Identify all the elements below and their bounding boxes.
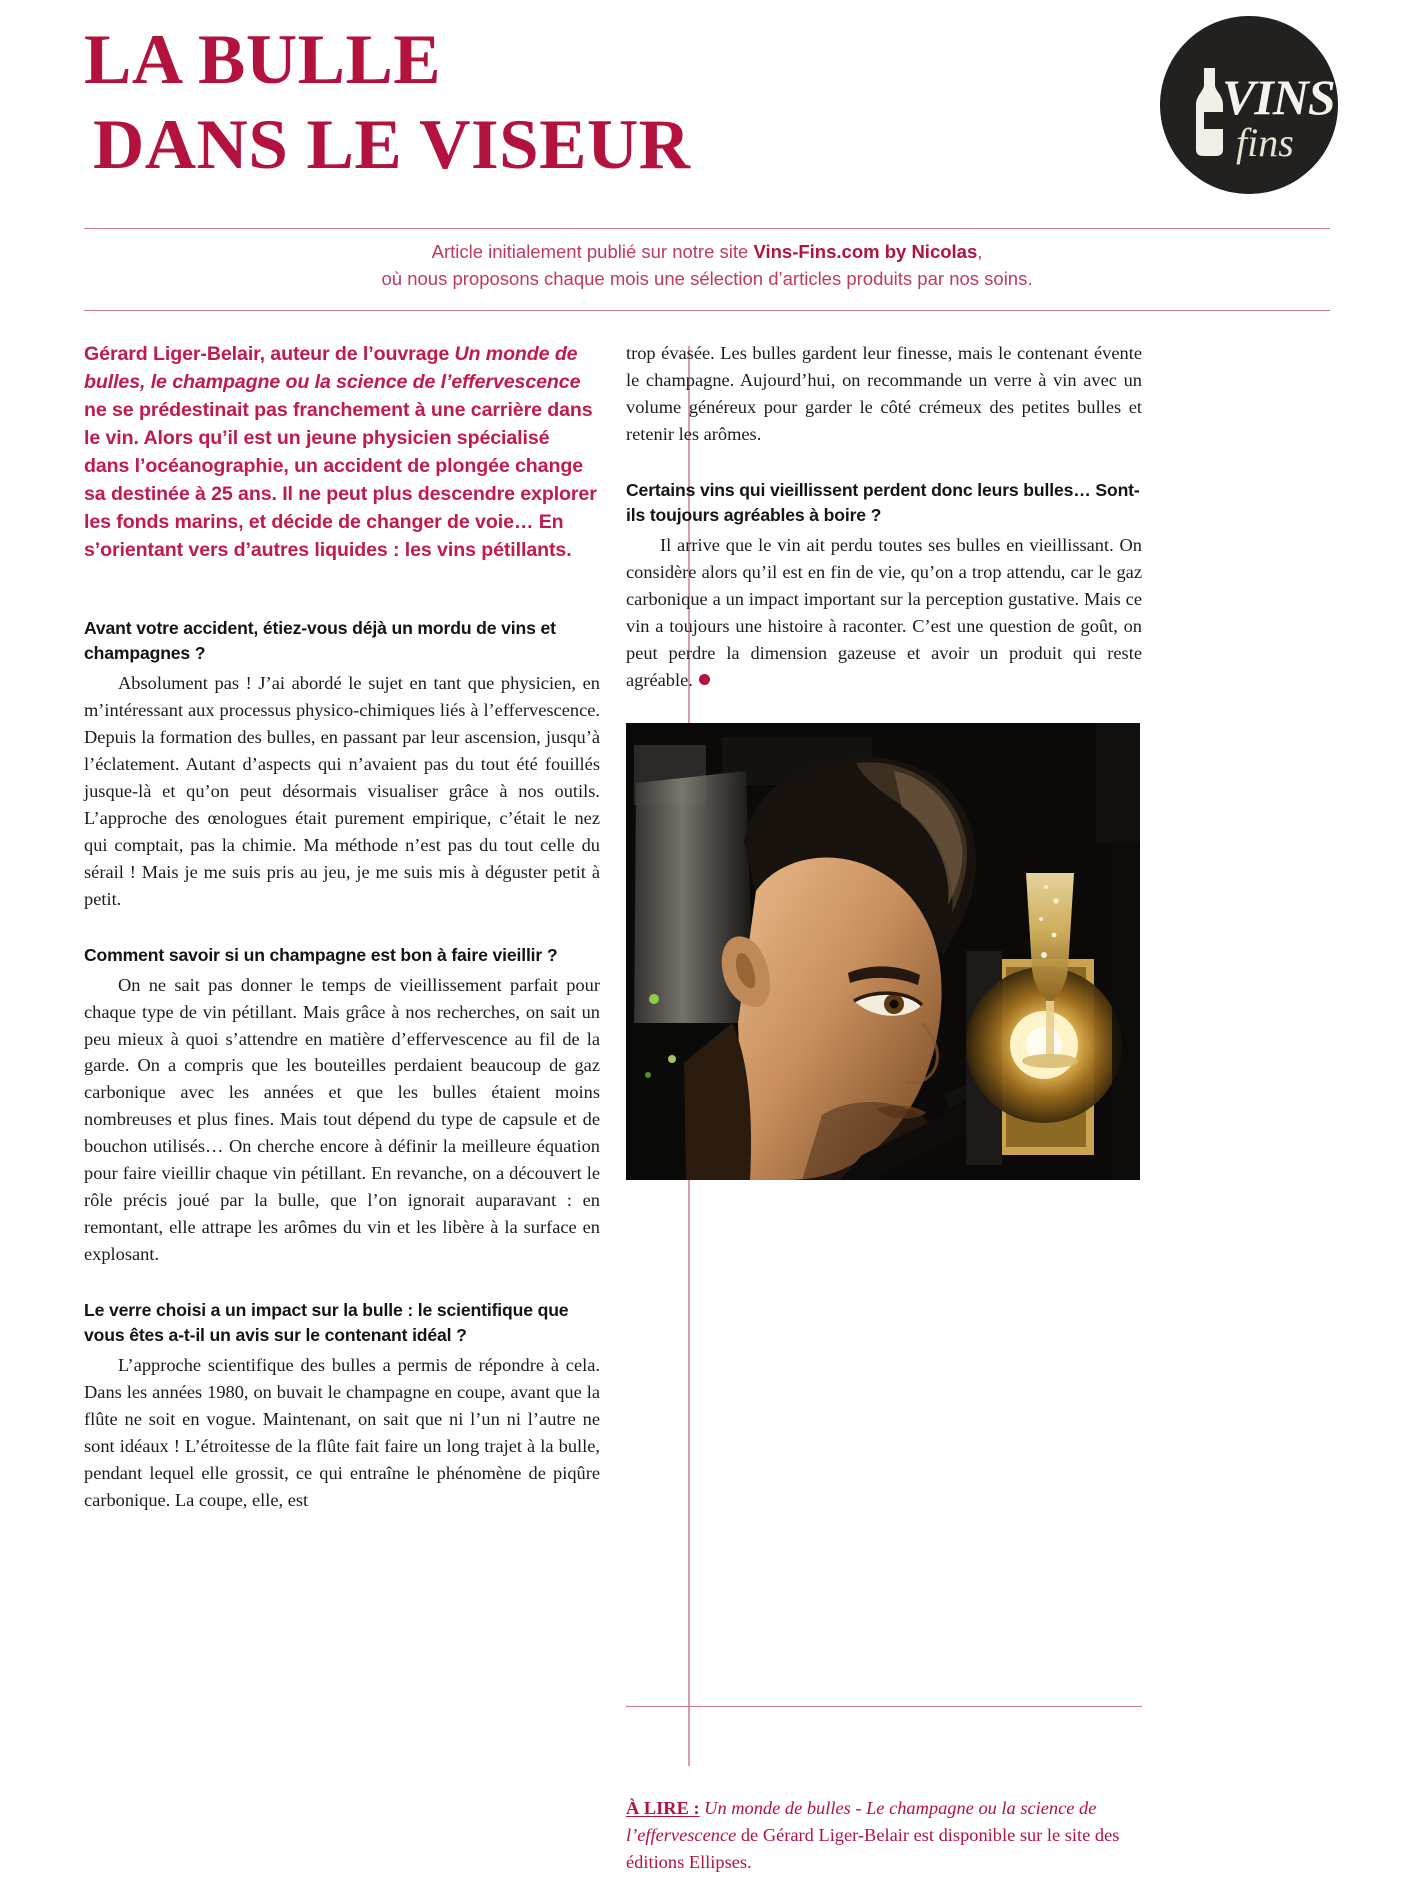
- answer-1: Absolument pas ! J’ai abordé le sujet en tant que physicien, en m’intéressant aux processus physico-chimiques liés à l’effervescence. Depuis la formation des bulles, en passant par leur ascension, jusqu’à l’éclatement. Autant d’aspects qui n’avaient pas du tout été fouillés jusque-là et qu’on peut désormais visualiser grâce à nos outils. L’approche des œnologues était purement empirique, c’était le nez qui comptait, pas la chimie. Ma méthode n’est pas du tout celle du sérail ! Mais je me suis pris au jeu, je me suis mis à déguster petit à petit.: [84, 673, 600, 909]
- standfirst-part-1: Gérard Liger-Belair, auteur de l’ouvrage: [84, 343, 455, 365]
- question-2: Comment savoir si un champagne est bon à faire vieillir ?: [84, 944, 558, 965]
- left-column: [84, 340, 600, 1514]
- a-lire-book-title: Un monde de bulles - Le champagne ou la science de l’effervescence: [626, 1798, 1097, 1846]
- title-line-1: LA BULLE: [84, 21, 442, 99]
- a-lire-label: À LIRE :: [626, 1798, 700, 1819]
- article-source-note: [84, 238, 1330, 293]
- a-lire-divider: [626, 1706, 1142, 1707]
- answer-3: L’approche scientifique des bulles a permis de répondre à cela. Dans les années 1980, on buvait le champagne en coupe, avant que la flûte ne soit en vogue. Maintenant, on sait que ni l’un ni l’autre ne sont idéaux ! L’étroitesse de la flûte fait faire un long trajet à la bulle, pendant lequel elle grossit, ce qui entraîne le phénomène de piqûre carbonique. La coupe, elle, est: [84, 1355, 600, 1510]
- standfirst-part-2: ne se prédestinait pas franchement à une carrière dans le vin. Alors qu’il est un jeune physicien spécialisé dans l’océanographie, un accident de plongée change sa destinée à 25 ans. Il ne peut plus descendre explorer les fonds marins, et décide de changer de voie… En s’orientant vers d’autres liquides : les vins pétillants.: [84, 399, 597, 562]
- article-body: [84, 340, 1330, 1873]
- vins-fins-logo: [1160, 16, 1338, 194]
- answer-4: [626, 532, 1142, 694]
- standfirst-book-title: Un monde de bulles, le champagne ou la science de l’effervescence: [84, 343, 581, 394]
- question-4: Certains vins qui vieillissent perdent donc leurs bulles… Sont-ils toujours agréables à boire ?: [626, 479, 1140, 525]
- source-note-prefix: Article initialement publié sur notre site: [431, 241, 754, 262]
- answer-3-continuation: trop évasée. Les bulles gardent leur finesse, mais le contenant évente le champagne. Aujourd’hui, on recommande un verre à vin avec un volume généreux pour garder le côté crémeux des petites bulles et retenir les arômes.: [626, 343, 1142, 444]
- question-3: Le verre choisi a un impact sur la bulle : le scientifique que vous êtes a-t-il un avis sur le contenant idéal ?: [84, 1300, 569, 1346]
- source-note-line-2: où nous proposons chaque mois une sélection d’articles produits par nos soins.: [381, 268, 1033, 290]
- standfirst: [84, 340, 600, 564]
- question-1: Avant votre accident, étiez-vous déjà un mordu de vins et champagnes ?: [84, 618, 556, 664]
- page-title: [84, 21, 914, 184]
- page-header: [0, 0, 1410, 210]
- divider-bottom: [84, 310, 1330, 311]
- answer-2: On ne sait pas donner le temps de vieillissement parfait pour chaque type de vin pétillant. Mais grâce à nos recherches, on sait un peu mieux à quoi s’attendre en matière d’effervescence au fil de la garde. On a compris que les bouteilles perdaient beaucoup de gaz carbonique avec les années et que les bulles étaient moins nombreuses et plus fines. Mais tout dépend du type de capsule et de bouchon utilisés… On cherche encore à définir la meilleure équation pour faire vieillir chaque vin pétillant. En revanche, on a découvert le rôle précis joué par la bulle, que l’on ignorait auparavant : en remontant, elle attrape les arômes du vin et les libère à la surface en explosant.: [84, 974, 600, 1265]
- a-lire-note: [626, 1795, 1142, 1876]
- a-lire-rest: de Gérard Liger-Belair est disponible sur le site des éditions Ellipses.: [626, 1825, 1120, 1873]
- right-column: [626, 340, 1142, 1180]
- article-photo: [626, 723, 1140, 1180]
- source-note-suffix: ,: [977, 241, 983, 262]
- answer-4-text: Il arrive que le vin ait perdu toutes ses bulles en vieillissant. On considère alors qu’il est en fin de vie, qu’on a trop attendu, car le gaz carbonique a un impact important sur la perception gustative. Mais ce vin a toujours une histoire à raconter. C’est une question de goût, on peut perdre la dimension gazeuse et avoir un produit qui reste agréable.: [626, 534, 1142, 690]
- svg-text:VINS: VINS: [1222, 69, 1335, 125]
- divider-top: [84, 228, 1330, 229]
- title-line-2: DANS LE VISEUR: [93, 105, 691, 184]
- source-site-name: Vins-Fins.com by Nicolas: [753, 241, 978, 262]
- svg-text:fins: fins: [1236, 120, 1294, 165]
- end-of-article-mark: [699, 674, 710, 685]
